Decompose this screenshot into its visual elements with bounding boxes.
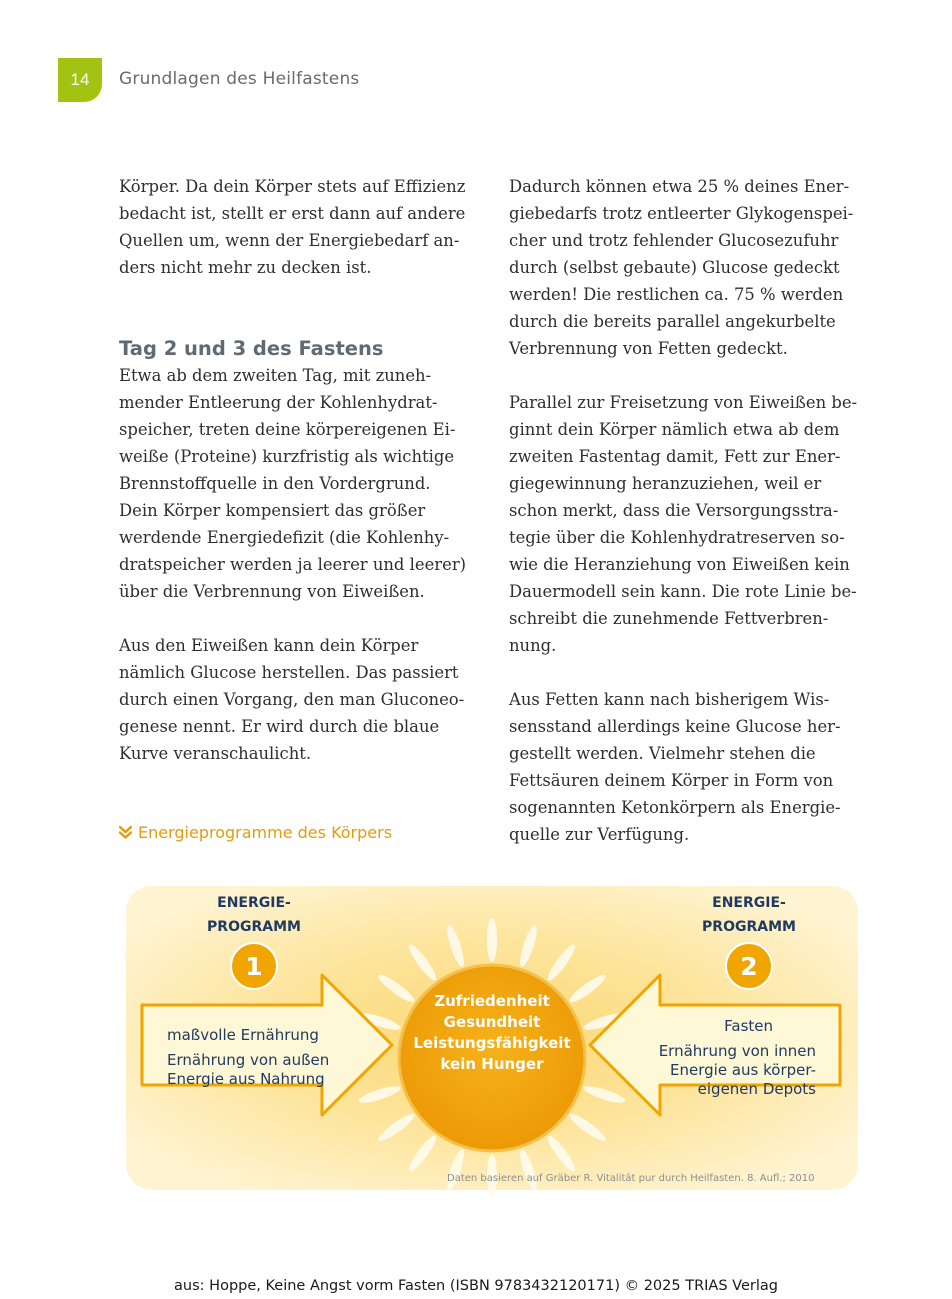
text-line: Körper. Da dein Körper stets auf Effizienz — [119, 177, 466, 196]
text-line: Etwa ab dem zweiten Tag, mit zuneh- — [119, 366, 432, 385]
section-subheading: Tag 2 und 3 des Fastens — [119, 337, 384, 360]
program-1-heading-line1: ENERGIE- — [217, 895, 291, 911]
figure-caption-text: Energieprogramme des Körpers — [138, 823, 393, 842]
text-line: Dein Körper kompensiert das größer — [119, 501, 426, 520]
paragraph — [509, 686, 869, 848]
figure-caption — [119, 823, 392, 842]
sun-line-1: Zufriedenheit — [434, 992, 550, 1010]
text-line: Verbrennung von Fetten gedeckt. — [509, 339, 788, 358]
paragraph — [509, 173, 869, 362]
text-line: schon merkt, dass die Versorgungsstra- — [509, 501, 839, 520]
text-line: Quellen um, wenn der Energiebedarf an- — [119, 231, 460, 250]
text-line: weiße (Proteine) kurzfristig als wichtige — [119, 447, 455, 466]
program-1-line2: Energie aus Nahrung — [167, 1070, 325, 1088]
text-line: gestellt werden. Vielmehr stehen die — [509, 744, 816, 763]
text-line: dratspeicher werden ja leerer und leerer) — [119, 555, 467, 574]
page-number-badge — [58, 58, 102, 102]
text-line: über die Verbrennung von Eiweißen. — [119, 582, 425, 601]
text-line: sogenannten Ketonkörpern als Energie- — [509, 798, 841, 817]
energy-programs-diagram — [122, 880, 862, 1198]
text-line: genese nennt. Er wird durch die blaue — [119, 717, 440, 736]
text-line: Dadurch können etwa 25 % deines Ener- — [509, 177, 850, 196]
text-line: zweiten Fastentag damit, Fett zur Ener- — [509, 447, 841, 466]
program-2-heading-line1: ENERGIE- — [712, 895, 786, 911]
page-footer: aus: Hoppe, Keine Angst vorm Fasten (ISBN 9783432120171) © 2025 TRIAS Verlag — [174, 1278, 778, 1294]
text-line: Kurve veranschaulicht. — [119, 744, 312, 763]
text-line: Parallel zur Freisetzung von Eiweißen be- — [509, 393, 858, 412]
text-line: ginnt dein Körper nämlich etwa ab dem — [509, 420, 840, 439]
sun-line-2: Gesundheit — [443, 1013, 541, 1031]
text-line: tegie über die Kohlenhydratreserven so- — [509, 528, 845, 547]
text-line: Aus den Eiweißen kann dein Körper — [119, 636, 419, 655]
text-line: mender Entleerung der Kohlenhydrat- — [119, 393, 438, 412]
text-line: Fettsäuren deinem Körper in Form von — [509, 771, 834, 790]
program-1-number: 1 — [245, 952, 263, 981]
text-line: Dauermodell sein kann. Die rote Linie be- — [509, 582, 857, 601]
text-line: durch (selbst gebaute) Glucose gedeckt — [509, 258, 840, 277]
text-line: giebedarfs trotz entleerter Glykogenspei- — [509, 204, 854, 223]
program-2-number-badge — [726, 943, 772, 989]
text-line: Aus Fetten kann nach bisherigem Wis- — [509, 690, 830, 709]
program-2-heading-line2: PROGRAMM — [702, 919, 796, 935]
program-1-heading-line2: PROGRAMM — [207, 919, 301, 935]
text-line: quelle zur Verfügung. — [509, 825, 690, 844]
left-column — [119, 173, 479, 767]
text-line: nämlich Glucose herstellen. Das passiert — [119, 663, 459, 682]
text-line: sensstand allerdings keine Glucose her- — [509, 717, 841, 736]
text-line: ders nicht mehr zu decken ist. — [119, 258, 372, 277]
text-line: cher und trotz fehlender Glucosezufuhr — [509, 231, 839, 250]
text-line: werden! Die restlichen ca. 75 % werden — [509, 285, 844, 304]
paragraph — [119, 632, 479, 767]
text-line: Brennstoffquelle in den Vordergrund. — [119, 474, 431, 493]
sun-line-4: kein Hunger — [440, 1055, 544, 1073]
text-line: nung. — [509, 636, 557, 655]
program-1-line1: Ernährung von außen — [167, 1051, 330, 1069]
program-2-line1: Ernährung von innen — [658, 1042, 816, 1060]
paragraph — [119, 173, 479, 281]
text-line: speicher, treten deine körpereigenen Ei- — [119, 420, 456, 439]
text-line: wie die Heranziehung von Eiweißen kein — [509, 555, 850, 574]
paragraph — [119, 362, 479, 605]
paragraph — [509, 389, 869, 659]
text-line: bedacht ist, stellt er erst dann auf andere — [119, 204, 466, 223]
program-1-title: maßvolle Ernährung — [167, 1026, 319, 1044]
text-line: durch einen Vorgang, den man Gluconeo- — [119, 690, 465, 709]
chevron-down-icon — [119, 825, 132, 840]
program-1-number-badge — [231, 943, 277, 989]
program-2-line2: Energie aus körper- — [670, 1061, 816, 1079]
text-line: giegewinnung heranzuziehen, weil er — [509, 474, 822, 493]
sun-line-3: Leistungsfähigkeit — [413, 1034, 571, 1052]
page-number: 14 — [70, 70, 90, 89]
program-2-title: Fasten — [724, 1017, 773, 1035]
text-line: werdende Energiedefizit (die Kohlenhy- — [119, 528, 450, 547]
text-line: durch die bereits parallel angekurbelte — [509, 312, 836, 331]
text-line: schreibt die zunehmende Fettverbren- — [509, 609, 829, 628]
right-column — [509, 173, 869, 848]
program-2-number: 2 — [740, 952, 758, 981]
program-2-line3: eigenen Depots — [697, 1080, 816, 1098]
running-head: Grundlagen des Heilfastens — [119, 69, 360, 89]
figure-source-note: Daten basieren auf Gräber R. Vitalität pur durch Heilfasten. 8. Aufl.; 2010 — [447, 1173, 815, 1184]
